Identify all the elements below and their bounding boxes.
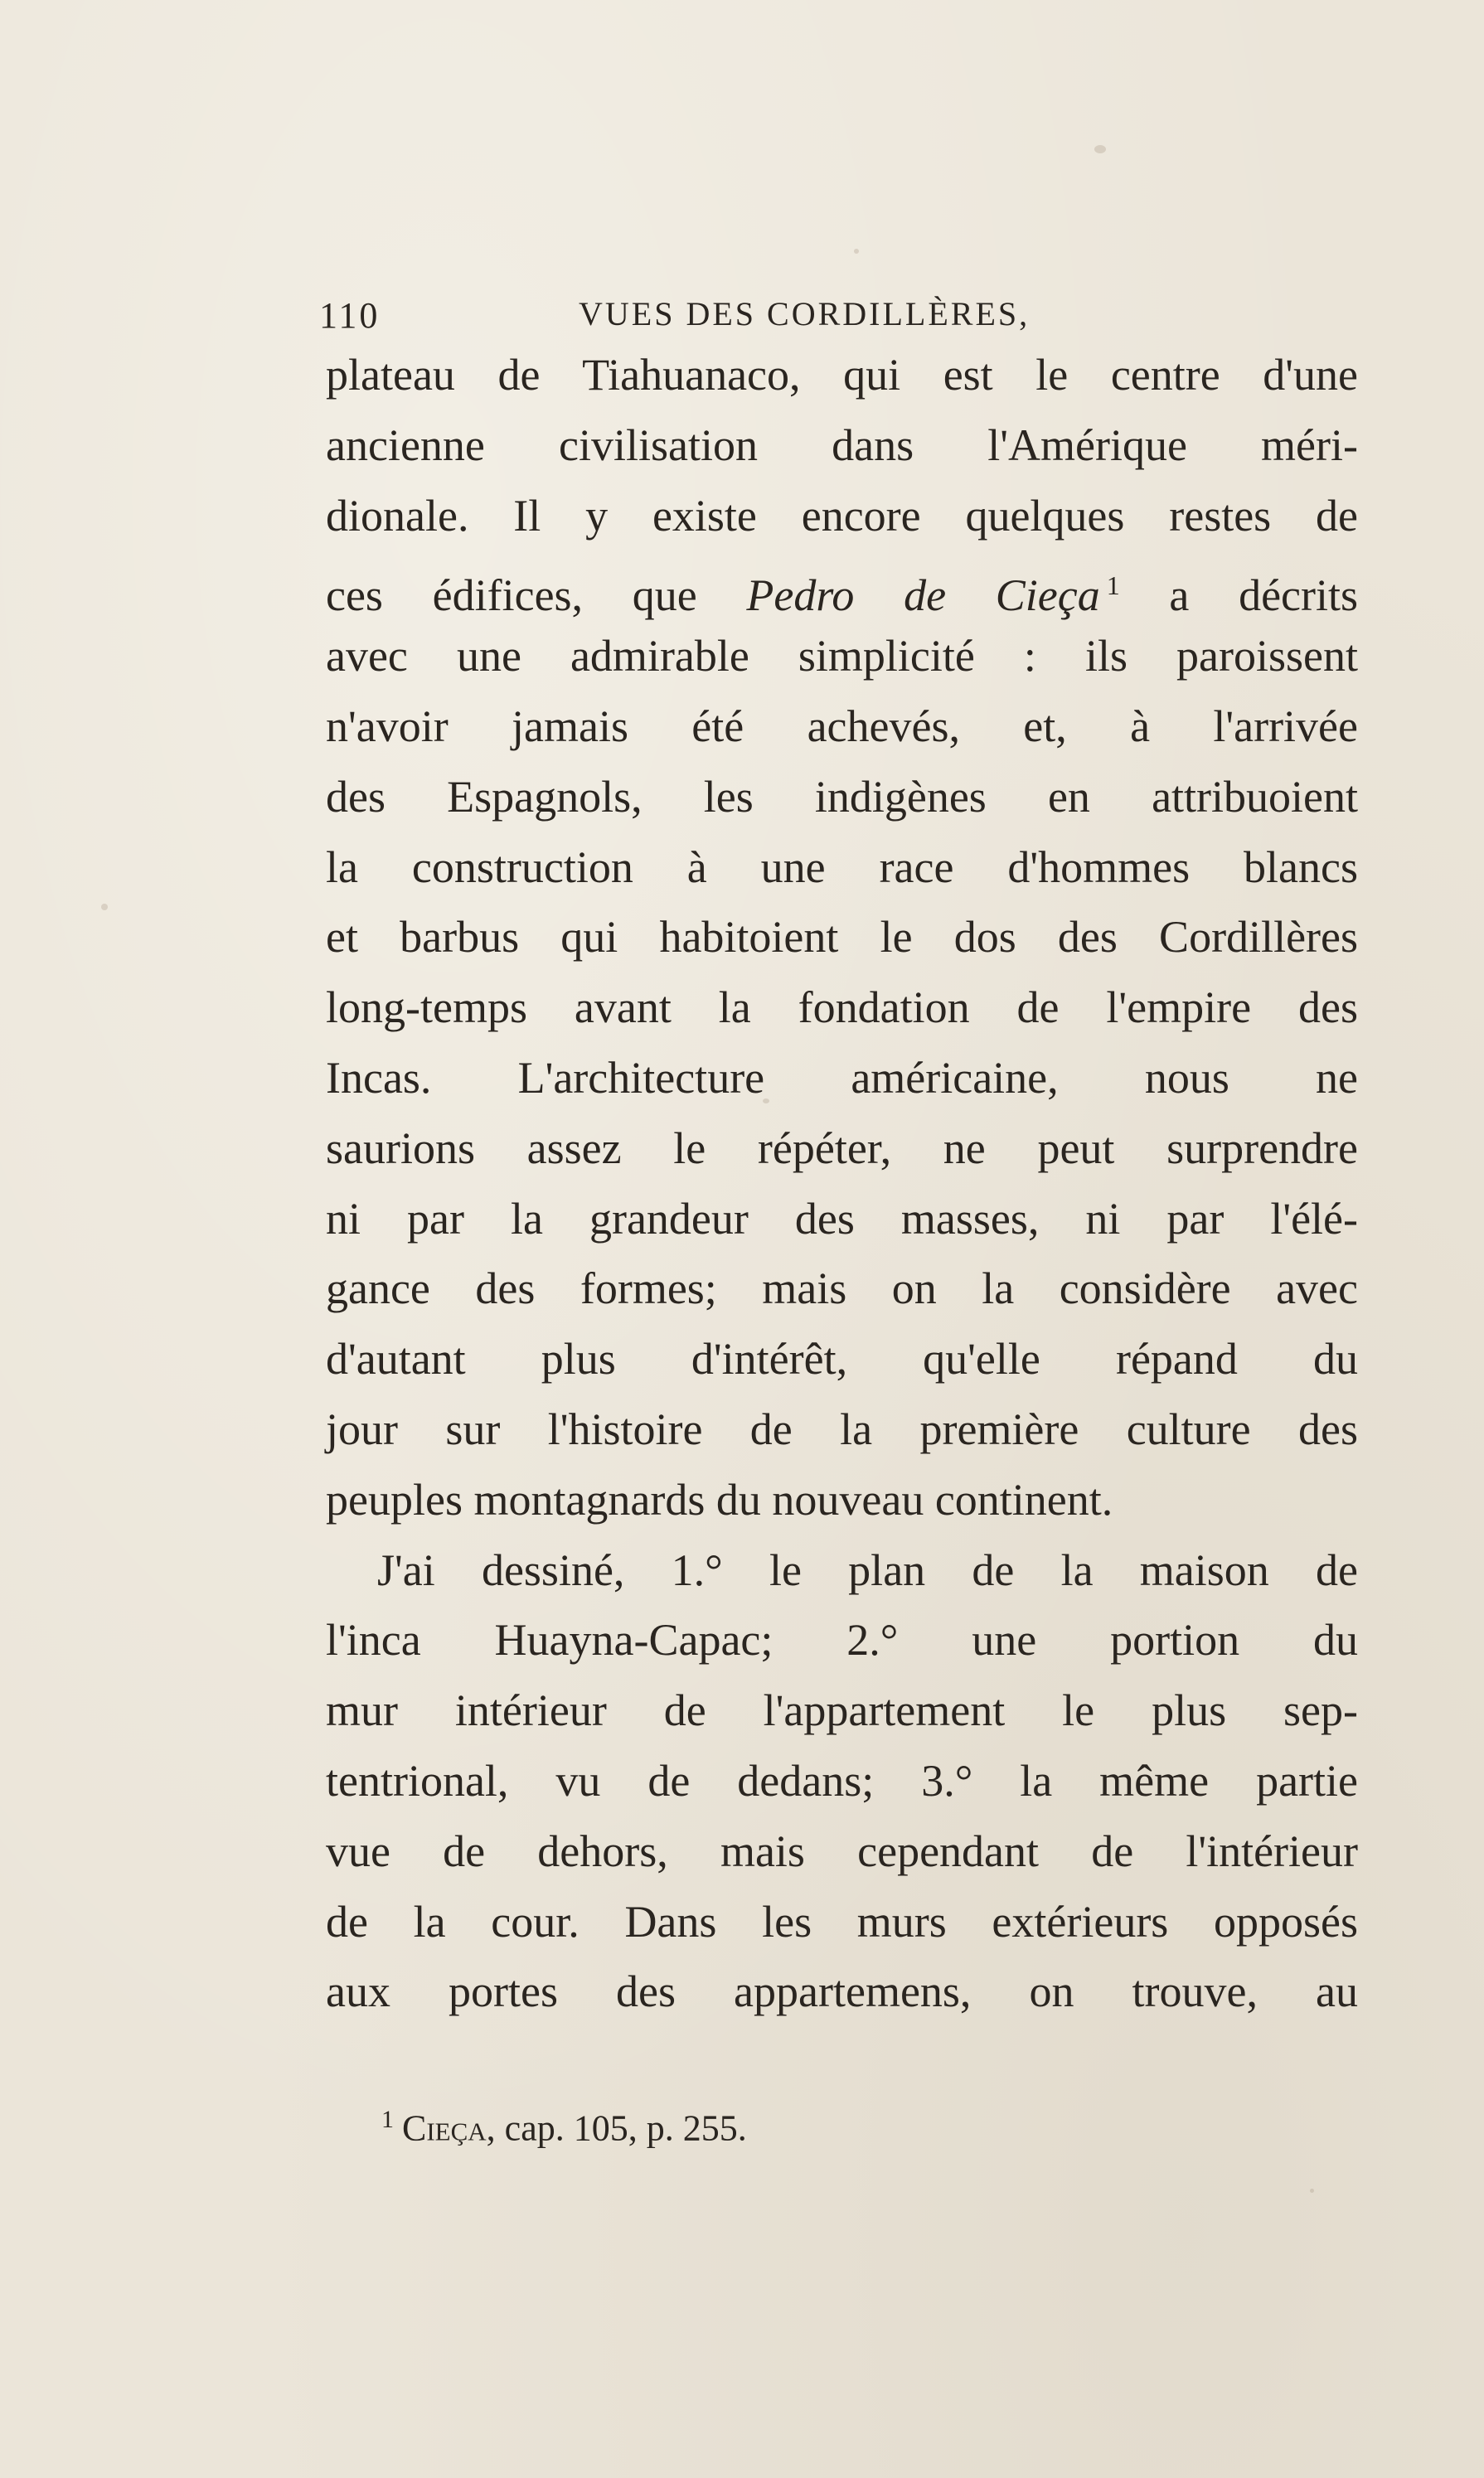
text-line: de la cour. Dans les murs extérieurs opposés — [326, 1896, 1358, 1947]
note-reference: 1 — [1106, 570, 1120, 601]
text-segment: a décrits — [1119, 570, 1359, 621]
text-line: gance des formes; mais on la considère avec — [326, 1263, 1358, 1314]
text-line: long-temps avant la fondation de l'empire des — [326, 982, 1358, 1033]
running-head: VUES DES CORDILLÈRES, — [579, 295, 1031, 332]
text-line: avec une admirable simplicité : ils paroissent — [326, 631, 1358, 681]
footnote-author: Cieça — [402, 2107, 487, 2149]
text-segment: ces édifices, que — [326, 570, 747, 621]
page-header — [319, 294, 1148, 344]
footnote-reference: , cap. 105, p. 255. — [486, 2107, 747, 2149]
text-line: J'ai dessiné, 1.° le plan de la maison de — [377, 1545, 1358, 1595]
paper-stain — [101, 904, 108, 910]
footnote-marker: 1 — [381, 2106, 394, 2133]
page-number: 110 — [319, 295, 381, 336]
text-line: d'autant plus d'intérêt, qu'elle répand du — [326, 1334, 1358, 1384]
text-line: saurions assez le répéter, ne peut surprendre — [326, 1123, 1358, 1173]
text-line: aux portes des appartemens, on trouve, au — [326, 1966, 1358, 2017]
text-line: peuples montagnards du nouveau continent. — [326, 1474, 1113, 1525]
footnote — [381, 2106, 747, 2150]
paper-stain — [854, 249, 859, 254]
text-line: mur intérieur de l'appartement le plus sep- — [326, 1685, 1358, 1736]
text-line: vue de dehors, mais cependant de l'intérieur — [326, 1826, 1358, 1876]
text-line: n'avoir jamais été achevés, et, à l'arrivée — [326, 701, 1358, 751]
text-line: jour sur l'histoire de la première culture des — [326, 1404, 1358, 1454]
paper-stain — [1094, 145, 1106, 153]
italic-name: Pedro de Cieça — [746, 570, 1100, 621]
text-line: dionale. Il y existe encore quelques restes de — [326, 490, 1358, 541]
paper-stain — [1310, 2189, 1314, 2193]
text-line: plateau de Tiahuanaco, qui est le centre d'une — [326, 350, 1358, 400]
text-line: des Espagnols, les indigènes en attribuoient — [326, 771, 1358, 822]
text-line — [326, 550, 1358, 621]
text-line: Incas. L'architecture américaine, nous ne — [326, 1052, 1358, 1103]
text-line: et barbus qui habitoient le dos des Cordillères — [326, 912, 1358, 963]
text-line: ni par la grandeur des masses, ni par l'élé- — [326, 1193, 1358, 1244]
text-line: la construction à une race d'hommes blancs — [326, 841, 1358, 892]
body-text — [326, 340, 1358, 2027]
text-line: ancienne civilisation dans l'Amérique méri- — [326, 419, 1358, 470]
text-line: l'inca Huayna-Capac; 2.° une portion du — [326, 1615, 1358, 1666]
text-line: tentrional, vu de dedans; 3.° la même partie — [326, 1755, 1358, 1806]
